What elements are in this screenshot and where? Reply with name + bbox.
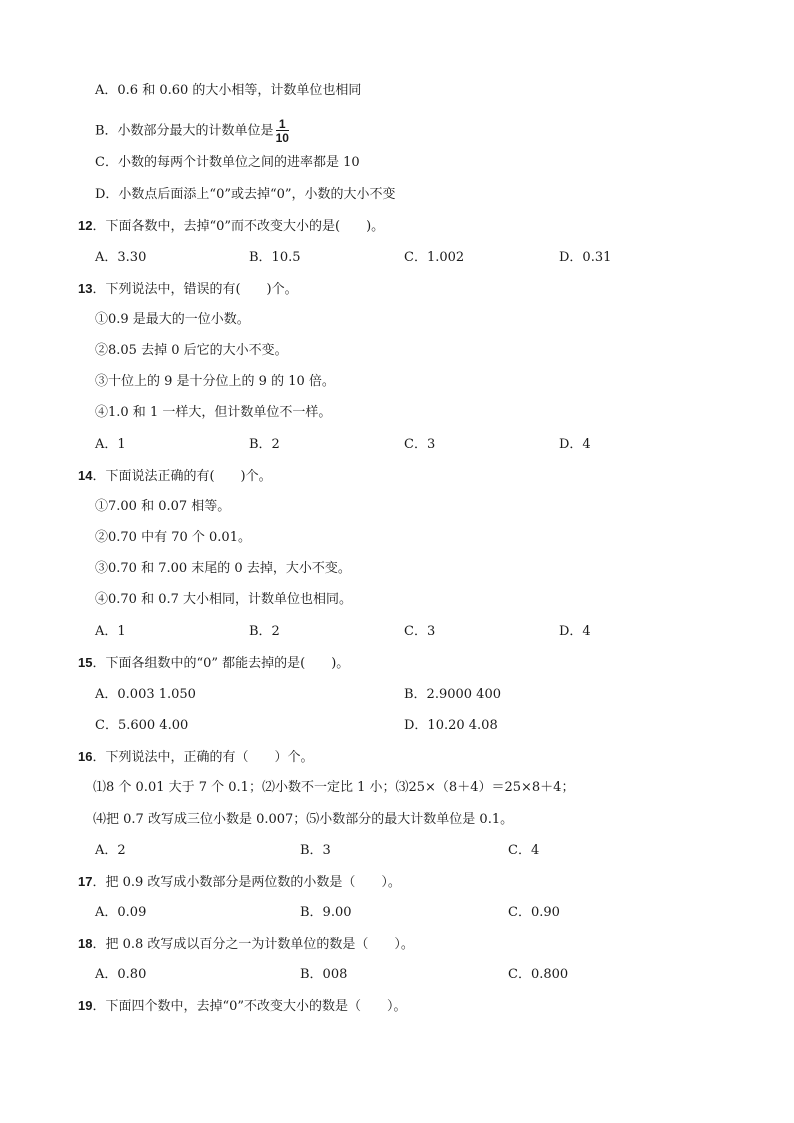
question-text: ．下列说法中，错误的有( )个。 xyxy=(92,282,298,297)
question-number: 19 xyxy=(78,998,93,1013)
q12-option-a: A．3.30 xyxy=(95,250,147,265)
question-text: ．下面各组数中的“0” 都能去掉的是( )。 xyxy=(92,656,350,671)
question-text: ．把 0.9 改写成小数部分是两位数的小数是（ ）。 xyxy=(92,875,401,890)
question-19 xyxy=(78,996,407,1016)
question-text: ．把 0.8 改写成以百分之一为计数单位的数是（ ）。 xyxy=(92,937,414,952)
q13-statement-2: ②8.05 去掉 0 后它的大小不变。 xyxy=(95,343,288,358)
q18-option-a: A．0.80 xyxy=(95,967,147,982)
question-14 xyxy=(78,466,272,486)
q14-statement-2: ②0.70 中有 70 个 0.01。 xyxy=(95,530,251,545)
fraction-numerator: 1 xyxy=(276,118,289,131)
prev-option-a: A．0.6 和 0.60 的大小相等，计数单位也相同 xyxy=(95,83,362,98)
question-number: 14 xyxy=(78,468,93,483)
q14-statement-3: ③0.70 和 7.00 末尾的 0 去掉，大小不变。 xyxy=(95,561,351,576)
q16-statement-line-1: ⑴8 个 0.01 大于 7 个 0.1；⑵小数不一定比 1 小；⑶25×（8＋4）＝25×8＋4； xyxy=(93,780,575,795)
q15-option-a: A．0.003 1.050 xyxy=(95,687,196,702)
q13-option-a: A．1 xyxy=(95,437,126,452)
q15-option-d: D．10.20 4.08 xyxy=(404,718,498,733)
q16-option-c: C．4 xyxy=(508,843,540,858)
question-15 xyxy=(78,653,349,673)
q13-statement-4: ④1.0 和 1 一样大，但计数单位不一样。 xyxy=(95,405,332,420)
question-text: ．下列说法中，正确的有（ ）个。 xyxy=(92,750,314,765)
question-text: ．下面说法正确的有( )个。 xyxy=(92,469,272,484)
q14-option-c: C．3 xyxy=(404,624,436,639)
q14-option-b: B．2 xyxy=(249,624,280,639)
q13-option-b: B．2 xyxy=(249,437,280,452)
prev-option-b xyxy=(95,117,289,145)
q17-option-c: C．0.90 xyxy=(508,905,560,920)
q12-option-c: C．1.002 xyxy=(404,250,465,265)
q16-statement-line-2: ⑷把 0.7 改写成三位小数是 0.007；⑸小数部分的最大计数单位是 0.1。 xyxy=(93,812,514,827)
question-16 xyxy=(78,747,313,767)
question-18 xyxy=(78,934,414,954)
question-number: 12 xyxy=(78,218,93,233)
question-number: 13 xyxy=(78,281,93,296)
q14-option-d: D．4 xyxy=(559,624,591,639)
q13-option-d: D．4 xyxy=(559,437,591,452)
fraction-one-tenth xyxy=(276,118,289,144)
q18-option-c: C．0.800 xyxy=(508,967,569,982)
q16-option-a: A．2 xyxy=(95,843,126,858)
question-12 xyxy=(78,216,384,236)
q16-option-b: B．3 xyxy=(300,843,331,858)
prev-option-b-text: B．小数部分最大的计数单位是 xyxy=(95,123,274,139)
q18-option-b: B．008 xyxy=(300,967,348,982)
q12-option-b: B．10.5 xyxy=(249,250,301,265)
question-text: ．下面各数中，去掉“0”而不改变大小的是( )。 xyxy=(92,219,385,234)
prev-option-d: D．小数点后面添上“0”或去掉“0”，小数的大小不变 xyxy=(95,187,396,202)
question-number: 16 xyxy=(78,749,93,764)
q12-option-d: D．0.31 xyxy=(559,250,612,265)
q14-option-a: A．1 xyxy=(95,624,126,639)
q13-statement-1: ①0.9 是最大的一位小数。 xyxy=(95,312,250,327)
prev-option-c: C．小数的每两个计数单位之间的进率都是 10 xyxy=(95,155,360,170)
question-number: 18 xyxy=(78,936,93,951)
q13-statement-3: ③十位上的 9 是十分位上的 9 的 10 倍。 xyxy=(95,374,335,389)
q14-statement-4: ④0.70 和 0.7 大小相同，计数单位也相同。 xyxy=(95,592,353,607)
q17-option-a: A．0.09 xyxy=(95,905,147,920)
q15-option-c: C．5.600 4.00 xyxy=(95,718,189,733)
question-text: ．下面四个数中，去掉“0”不改变大小的数是（ ）。 xyxy=(92,999,407,1014)
q14-statement-1: ①7.00 和 0.07 相等。 xyxy=(95,499,231,514)
question-17 xyxy=(78,872,401,892)
question-number: 17 xyxy=(78,874,93,889)
question-number: 15 xyxy=(78,655,93,670)
q13-option-c: C．3 xyxy=(404,437,436,452)
question-13 xyxy=(78,279,298,299)
fraction-denominator: 10 xyxy=(275,131,289,145)
q15-option-b: B．2.9000 400 xyxy=(404,687,501,702)
q17-option-b: B．9.00 xyxy=(300,905,352,920)
